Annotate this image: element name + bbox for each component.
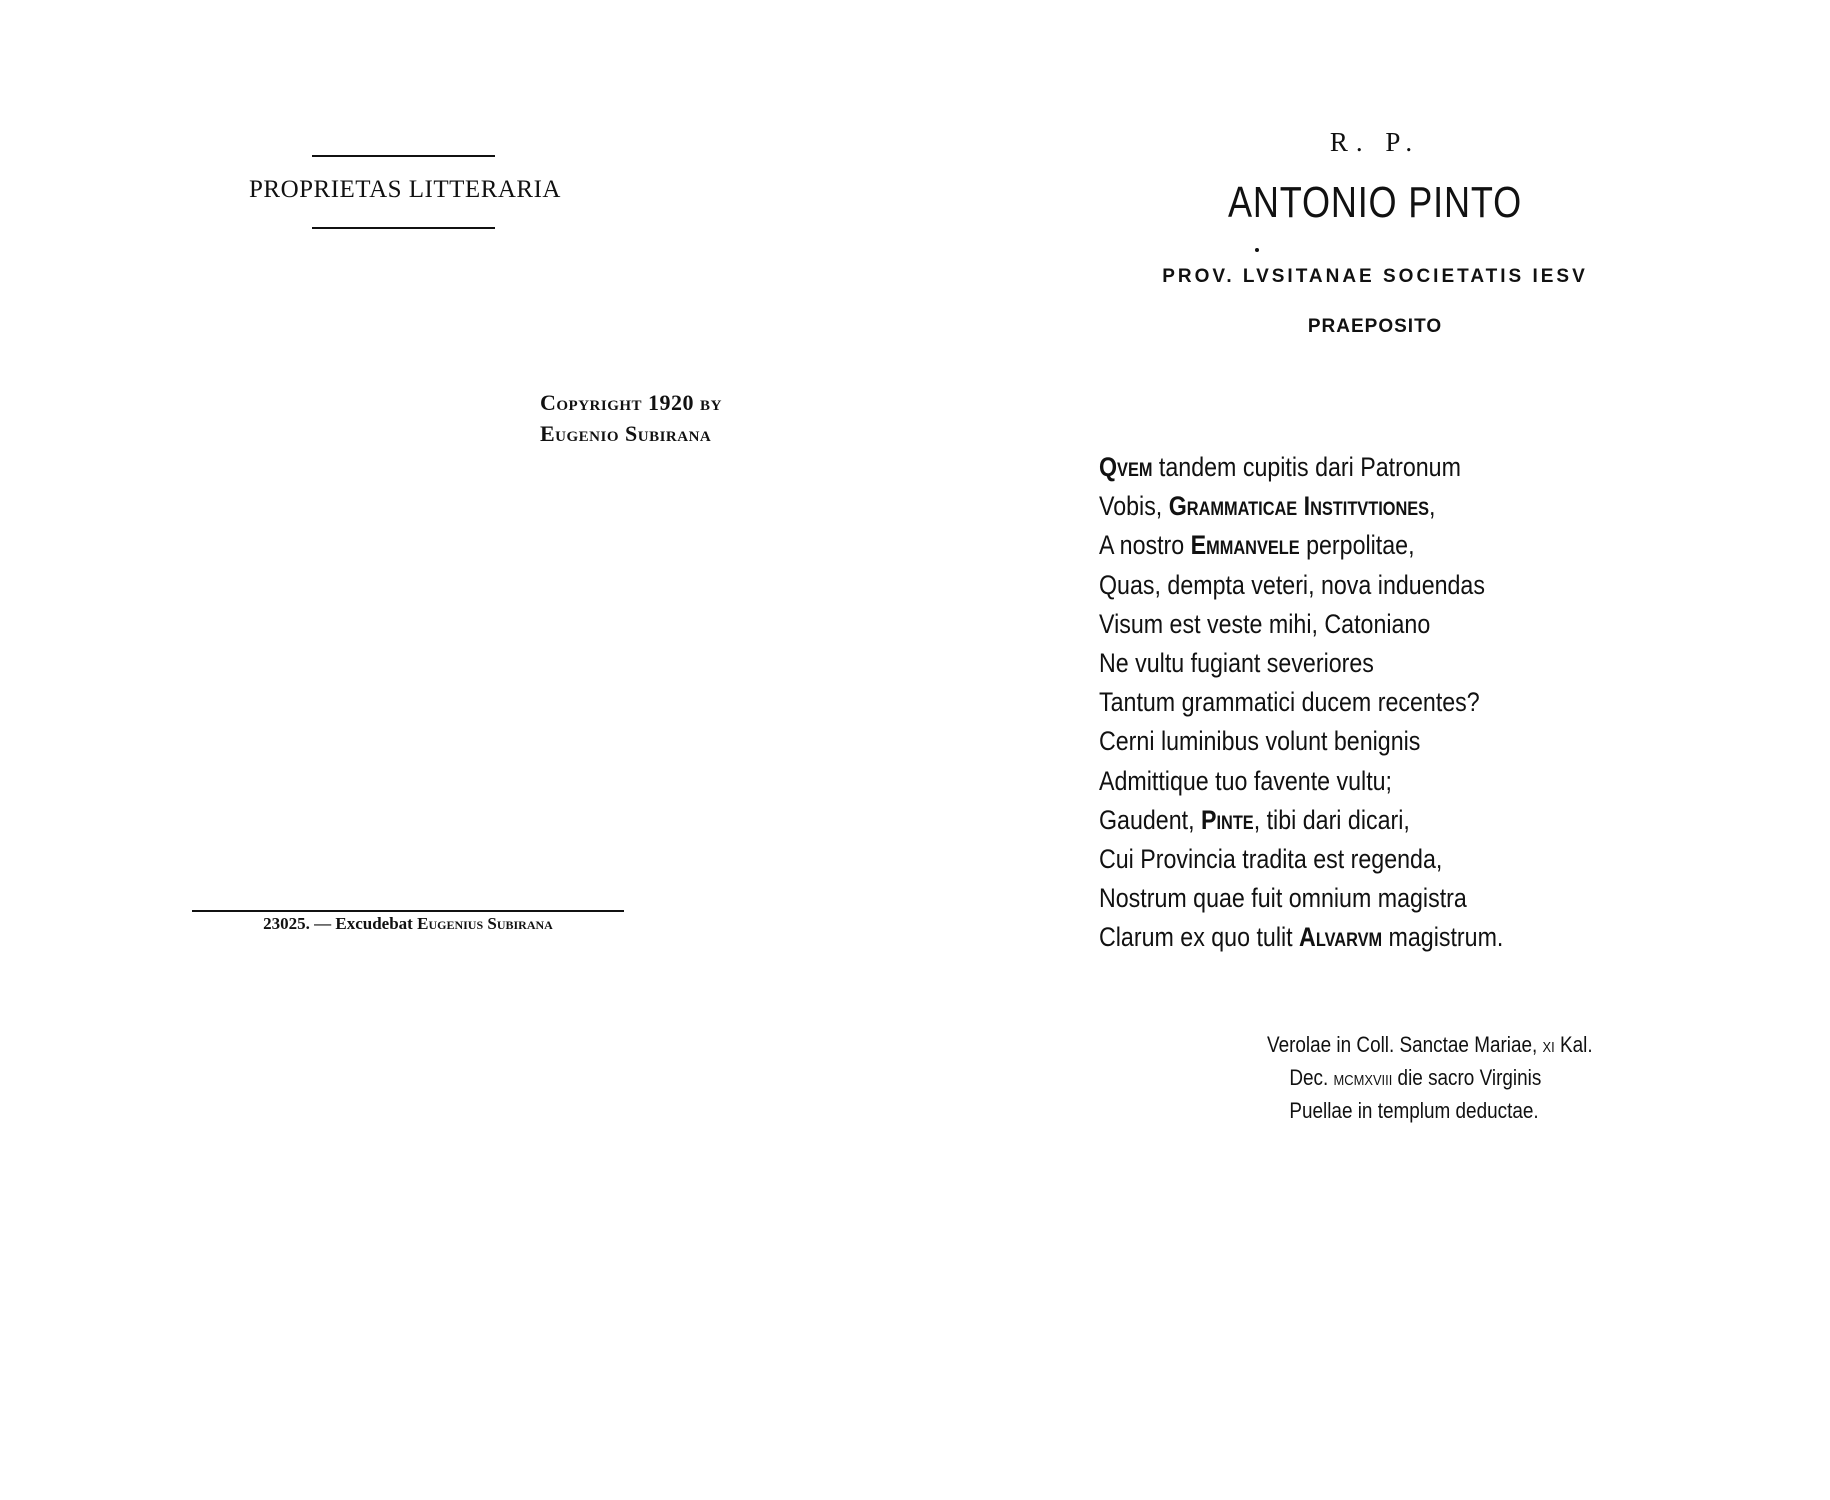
poem-text: Gaudent, [1099,804,1201,835]
poem-smallcaps: Grammaticae Institvtiones [1168,491,1430,522]
poem-line [1099,918,1615,957]
printer-text: Excudebat [335,914,413,933]
ornament-dot [1255,248,1259,252]
poem-text: perpolitae, [1299,530,1415,561]
poem-text: Tantum grammatici ducem recentes? [1099,687,1480,718]
poem-text: Vobis, [1099,491,1169,522]
dateline-text: Verolae in Coll. Sanctae Mariae, [1267,1032,1543,1057]
poem-smallcaps: Qvem [1099,452,1153,482]
poem-text: Admittique tuo favente vultu; [1099,765,1393,796]
poem-text: Quas, dempta veteri, nova induendas [1099,569,1485,600]
poem-text: tandem cupitis dari Patronum [1152,452,1461,482]
poem-text: magistrum. [1382,922,1504,953]
poem-line [1099,762,1615,801]
dateline [1267,1028,1767,1127]
poem-text: Visum est veste mihi, Catoniano [1099,608,1431,639]
poem-line [1099,683,1615,722]
poem-text: Cui Provincia tradita est regenda, [1099,844,1443,875]
poem-line [1099,644,1615,683]
dedicatory-poem [1099,448,1699,958]
poem-line [1099,526,1615,565]
poem-line [1099,448,1615,487]
poem-smallcaps: Alvarvm [1299,922,1383,953]
poem-smallcaps: Pinte [1200,804,1254,835]
rule-bottom [312,227,495,229]
copyright-holder: Eugenio Subirana [540,421,712,446]
poem-line [1099,605,1615,644]
poem-text: , [1429,491,1436,522]
poem-line [1099,879,1615,918]
poem-smallcaps: Emmanvele [1190,530,1300,561]
dateline-text: Kal. [1554,1032,1593,1057]
dateline-text: Dec. [1289,1065,1334,1090]
right-page [915,0,1830,1500]
poem-line [1099,487,1615,526]
dateline-numeral: xi [1542,1032,1555,1057]
dateline-line-3: Puellae in templum deductae. [1289,1098,1539,1123]
printer-imprint [192,914,624,934]
printer-rule [192,910,624,912]
poem-text: Clarum ex quo tulit [1099,922,1300,953]
printer-name: Eugenius Subirana [417,914,553,933]
poem-text: Ne vultu fugiant severiores [1099,648,1374,679]
copyright-mark: PROPRIETAS LITTERARIA [249,176,561,203]
dedicatee-title: PRAEPOSITO [1307,316,1443,337]
copyright-line: Copyright 1920 by [540,390,722,415]
poem-line [1099,566,1615,605]
copyright-notice [540,387,722,449]
dedicatee-name: ANTONIO PINTO [1227,178,1522,227]
dateline-line-1 [1267,1028,1697,1061]
poem-text: Nostrum quae fuit omnium magistra [1099,883,1467,914]
poem-text: A nostro [1099,530,1191,561]
dedicatee-province: PROV. LVSITANAE SOCIETATIS IESV [1162,266,1588,287]
dateline-year: mcmxviii [1333,1065,1393,1090]
poem-line [1099,722,1615,761]
poem-text: Cerni luminibus volunt benignis [1099,726,1421,757]
salutation: R. P. [1329,127,1421,157]
dateline-text: die sacro Virginis [1392,1065,1542,1090]
rule-top [312,155,495,157]
printer-number: 23025. — [263,914,332,933]
poem-line [1099,840,1615,879]
dateline-line-2 [1267,1061,1697,1094]
poem-line [1099,801,1615,840]
poem-text: , tibi dari dicari, [1253,804,1410,835]
